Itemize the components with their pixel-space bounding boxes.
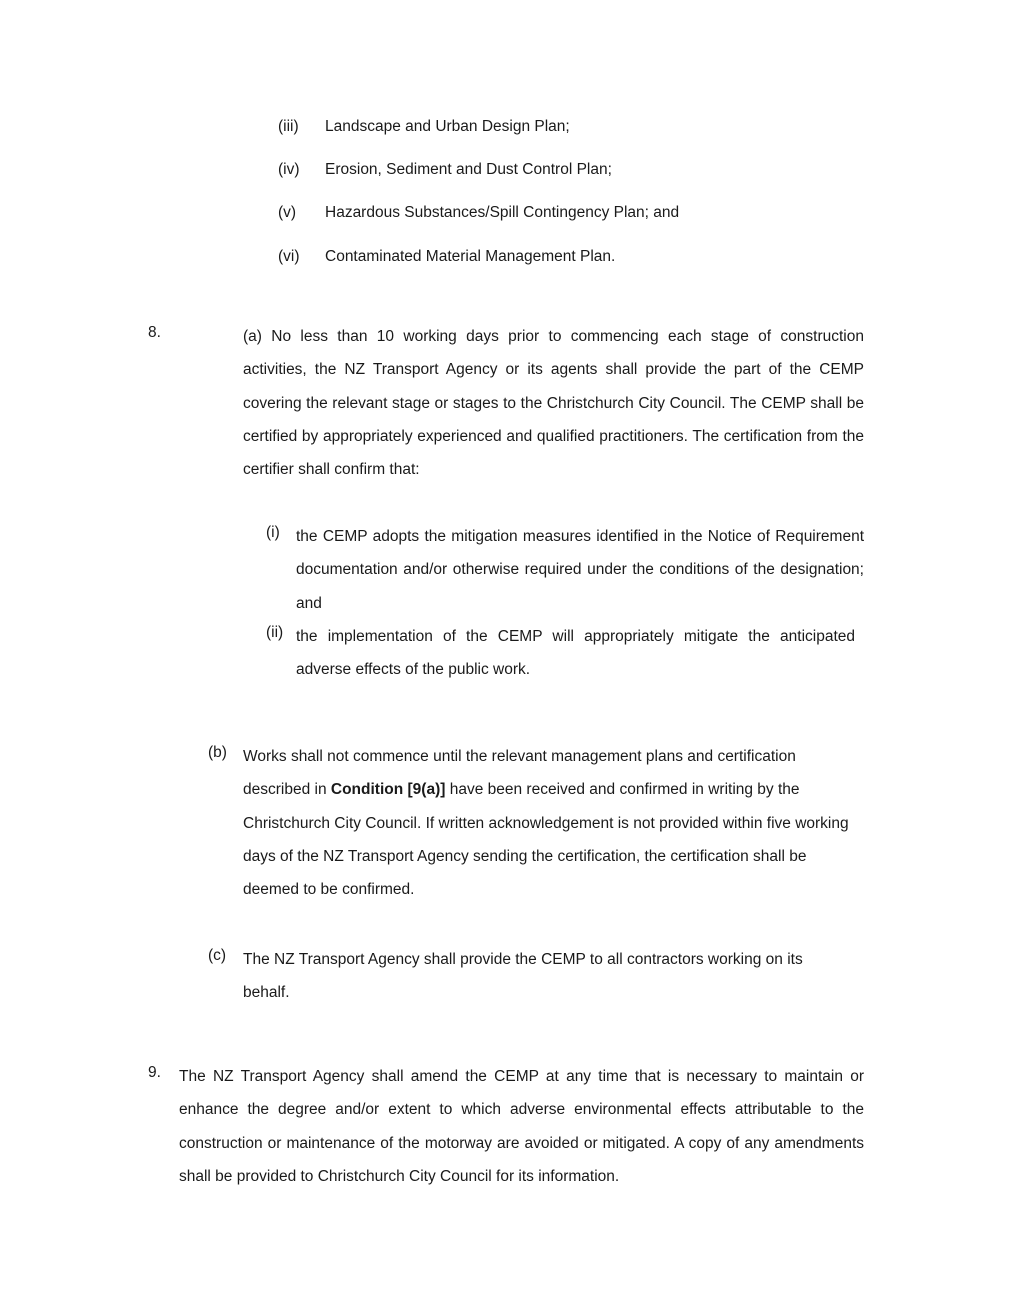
- condition-8c-text: The NZ Transport Agency shall provide the CEMP to all contractors working on its behalf.: [243, 951, 803, 1002]
- condition-8-number: 8.: [148, 324, 161, 341]
- condition-8c-label: (c): [208, 947, 227, 964]
- list-item-vi: [278, 248, 300, 266]
- list-item-v: [278, 204, 296, 222]
- condition-reference: Condition [9(a)]: [330, 781, 446, 799]
- list-item-iii: [278, 118, 299, 136]
- list-text-vi: Contaminated Material Management Plan.: [325, 248, 616, 265]
- sub-item-i-text: the CEMP adopts the mitigation measures identified in the Notice of Requirement documentation and/or otherwise required under the conditions of the designation; and: [296, 528, 864, 612]
- list-text-iii: Landscape and Urban Design Plan;: [325, 118, 570, 135]
- condition-8a-text: (a) No less than 10 working days prior to commencing each stage of construction activities, the NZ Transport Agency or its agents shall provide the part of the CEMP covering the relevant stage or stages to the Christchurch City Council. The CEMP shall be certified by appropriately experienced and qualified practitioners. The certification from the certifier shall confirm that:: [243, 328, 864, 479]
- condition-8b-label: (b): [208, 744, 227, 761]
- list-text-v: Hazardous Substances/Spill Contingency Plan; and: [325, 204, 680, 221]
- list-number: (iv): [278, 161, 300, 178]
- list-text-iv: Erosion, Sediment and Dust Control Plan;: [325, 161, 612, 178]
- list-number: (v): [278, 204, 297, 221]
- condition-8b-text-post: have been received and confirmed in writing by the Christchurch City Council. If written acknowledgement is not provided within five working days of the NZ Transport Agency sending the certification, the certification shall be deemed to be confirmed.: [243, 781, 849, 899]
- condition-8b-text: [243, 740, 863, 906]
- list-number: (iii): [278, 118, 299, 135]
- condition-9-text: The NZ Transport Agency shall amend the CEMP at any time that is necessary to maintain or enhance the degree and/or extent to which adverse environmental effects attributable to the construction or maintenance of the motorway are avoided or mitigated. A copy of any amendments shall be provided to Christchurch City Council for its information.: [179, 1068, 864, 1185]
- sub-item-ii-number: (ii): [266, 624, 284, 641]
- condition-9-number: 9.: [148, 1064, 161, 1081]
- list-item-iv: [278, 161, 300, 179]
- sub-item-i-number: (i): [266, 524, 280, 541]
- list-number: (vi): [278, 248, 300, 265]
- sub-item-ii-text: the implementation of the CEMP will appropriately mitigate the anticipated adverse effects of the public work.: [296, 628, 855, 679]
- condition-8b-text-pre: Works shall not commence until the relevant management plans and certification described in: [243, 748, 796, 799]
